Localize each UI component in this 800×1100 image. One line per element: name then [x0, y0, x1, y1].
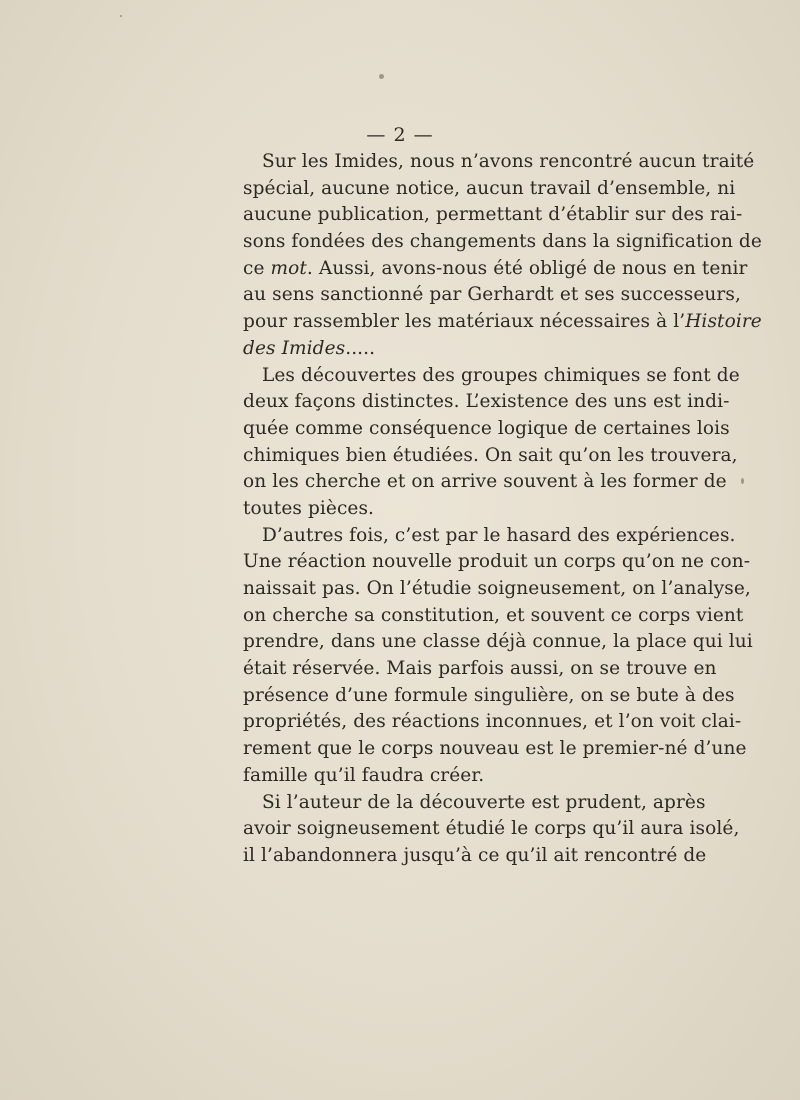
text-line: [243, 576, 751, 603]
text-line: [243, 309, 762, 336]
ink-spot: [120, 15, 122, 17]
text-segment: Si l’auteur de la découverte est prudent, après: [262, 791, 706, 813]
text-segment: sons fondées des changements dans la signification de: [243, 231, 762, 253]
text-line: [243, 656, 717, 683]
text-segment: avoir soigneusement étudié le corps qu’il aura isolé,: [243, 818, 740, 840]
text-segment: deux façons distinctes. L’existence des uns est indi-: [243, 391, 730, 413]
text-line: [243, 549, 751, 576]
text-segment: spécial, aucune notice, aucun travail d’ensemble, ni: [243, 177, 736, 199]
ink-spot: [741, 478, 744, 484]
text-line: [243, 389, 730, 416]
text-line: [243, 763, 658, 790]
text-line: [243, 336, 658, 363]
body-text: [243, 149, 762, 870]
text-segment: naissait pas. On l’étudie soigneusement, on l’analyse,: [243, 578, 751, 599]
text-segment: on cherche sa constitution, et souvent ce corps vient: [243, 604, 744, 626]
text-segment: famille qu’il faudra créer.: [243, 764, 485, 786]
text-line: [243, 363, 740, 390]
text-segment: toutes pièces.: [243, 497, 375, 519]
text-line: [243, 816, 740, 843]
text-segment: il l’abandonnera jusqu’à ce qu’il ait rencontré de: [243, 844, 707, 866]
text-line: [243, 736, 747, 763]
text-segment: aucune publication, permettant d’établir sur des rai-: [243, 204, 743, 226]
text-segment: propriétés, des réactions inconnues, et l’on voit clai-: [243, 711, 742, 733]
text-segment: prendre, dans une classe déjà connue, la place qui lui: [243, 631, 753, 653]
text-line: [243, 683, 735, 710]
text-line: [243, 843, 707, 870]
text-line: [243, 469, 727, 496]
text-segment: ce: [243, 257, 271, 279]
text-line: [243, 282, 741, 309]
text-segment: Sur les Imides, nous n’avons rencontré aucun traité: [262, 151, 755, 172]
text-segment: présence d’une formule singulière, on se bute à des: [243, 684, 735, 706]
text-line: [243, 416, 730, 443]
italic-text: Histoire: [685, 311, 762, 333]
text-line: [243, 790, 706, 817]
text-segment: pour rassembler les matériaux nécessaires à l’: [243, 311, 686, 333]
text-segment: rement que le corps nouveau est le premier-né d’une: [243, 738, 747, 760]
text-line: [243, 603, 744, 630]
text-segment: était réservée. Mais parfois aussi, on se trouve en: [243, 658, 717, 680]
text-line: [243, 176, 736, 203]
text-segment: au sens sanctionné par Gerhardt et ses successeurs,: [243, 284, 741, 306]
text-line: [243, 709, 742, 736]
text-segment: chimiques bien étudiées. On sait qu’on les trouvera,: [243, 444, 738, 466]
text-line: [243, 149, 755, 176]
text-line: [243, 202, 743, 229]
text-line: [243, 443, 738, 470]
text-line: [243, 256, 748, 283]
text-line: [243, 496, 658, 523]
text-segment: Les découvertes des groupes chimiques se font de: [262, 364, 740, 386]
text-segment: .....: [345, 337, 376, 359]
ink-spot: [379, 74, 384, 79]
text-line: [243, 229, 762, 256]
text-segment: on les cherche et on arrive souvent à les former de: [243, 471, 727, 493]
italic-text: mot: [270, 257, 307, 279]
text-line: [243, 523, 736, 550]
text-line: [243, 629, 753, 656]
text-segment: Une réaction nouvelle produit un corps qu’on ne con-: [243, 551, 751, 573]
text-segment: . Aussi, avons-nous été obligé de nous en tenir: [306, 257, 748, 279]
italic-text: des Imides: [243, 337, 346, 359]
text-segment: quée comme conséquence logique de certaines lois: [243, 417, 730, 439]
page-number: — 2 —: [366, 124, 434, 146]
text-segment: D’autres fois, c’est par le hasard des expériences.: [262, 524, 736, 546]
